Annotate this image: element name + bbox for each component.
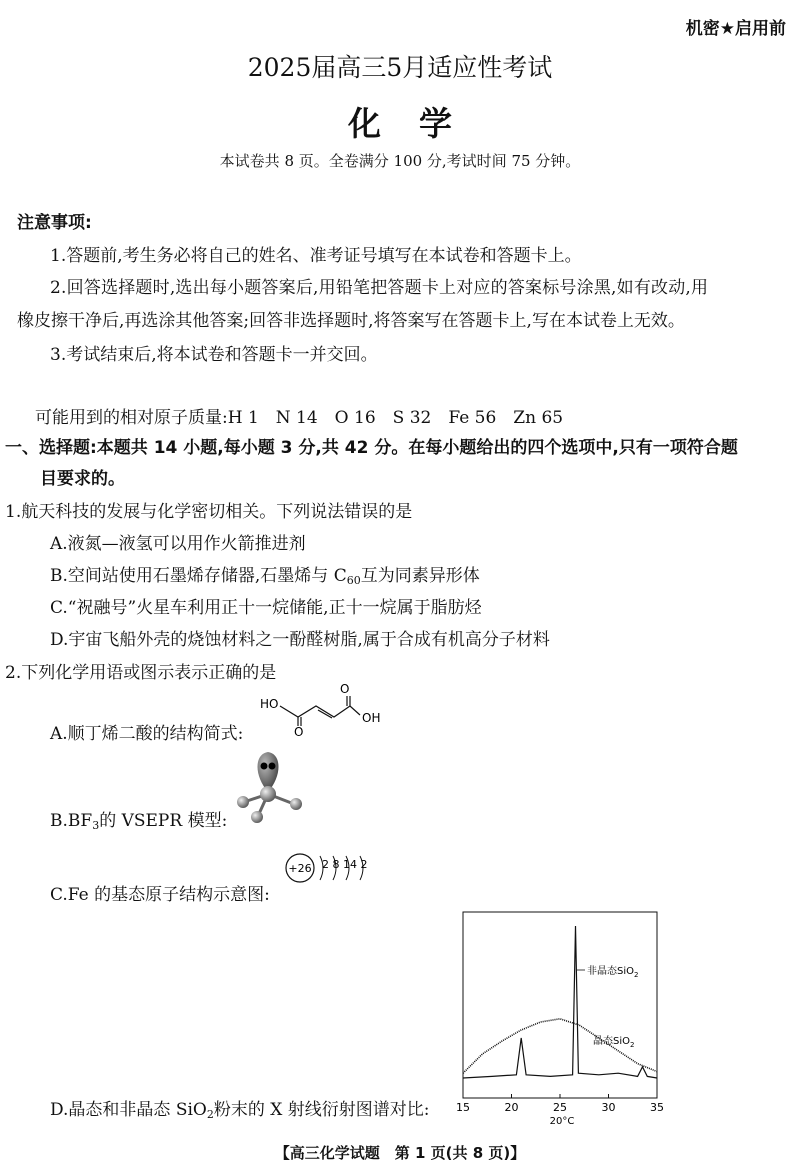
q2-option-a: A.顺丁烯二酸的结构简式:	[50, 724, 244, 744]
q2-option-b-text-end: 的 VSEPR 模型:	[99, 811, 228, 831]
confidential-mark: 机密★启用前	[685, 19, 786, 39]
exam-info: 本试卷共 8 页。全卷满分 100 分,考试时间 75 分钟。	[219, 152, 581, 170]
series-label-amorphous: 非晶态SiO$_2$	[587, 966, 639, 979]
x-axis-label: 20°C	[549, 1116, 575, 1127]
q1-option-d: D.宇宙飞船外壳的烧蚀材料之一酚醛树脂,属于合成有机高分子材料	[50, 630, 550, 650]
x-tick-label: 20	[504, 1101, 519, 1114]
chart-frame	[463, 912, 657, 1098]
mol-o-label-2: O	[340, 682, 350, 696]
section-1-heading-cont: 目要求的。	[40, 469, 125, 489]
fe-nucleus-charge: +26	[288, 862, 312, 875]
q2-option-d	[50, 1095, 430, 1121]
q1-stem: 1.航天科技的发展与化学密切相关。下列说法错误的是	[5, 502, 413, 522]
notice-item-2b: 橡皮擦干净后,再选涂其他答案;回答非选择题时,将答案写在答题卡上,写在本试卷上无效。	[17, 311, 685, 331]
mol-oh-label: OH	[362, 711, 381, 725]
q2-option-b	[50, 806, 227, 832]
q1-option-b-text-end: 互为同素异形体	[360, 566, 480, 586]
exam-title: 2025届高三5月适应性考试	[247, 53, 553, 82]
mol-ho-label: HO	[260, 697, 279, 711]
atomic-masses: 可能用到的相对原子质量:H 1 N 14 O 16 S 32 Fe 56 Zn 65	[35, 408, 564, 428]
xrd-chart	[455, 908, 670, 1133]
q1-option-b-subscript: 60	[346, 574, 361, 587]
q2-option-c: C.Fe 的基态原子结构示意图:	[50, 885, 270, 905]
maleic-acid-structure	[258, 682, 388, 738]
q2-option-b-subscript: 3	[92, 819, 100, 832]
notice-heading: 注意事项:	[17, 213, 92, 233]
series-label-crystalline: 晶态SiO$_2$	[593, 1036, 635, 1049]
q1-option-b-text: B.空间站使用石墨烯存储器,石墨烯与 C	[50, 566, 347, 586]
bf3-vsepr-model	[232, 746, 312, 826]
x-tick-label: 30	[601, 1101, 616, 1114]
q1-option-c: C.“祝融号”火星车利用正十一烷储能,正十一烷属于脂肪烃	[50, 598, 482, 618]
q2-stem: 2.下列化学用语或图示表示正确的是	[5, 663, 277, 683]
q1-option-a: A.液氮—液氢可以用作火箭推进剂	[50, 534, 306, 554]
notice-item-3: 3.考试结束后,将本试卷和答题卡一并交回。	[50, 345, 378, 365]
q2-option-d-text: D.晶态和非晶态 SiO	[50, 1100, 207, 1120]
page-footer: 【高三化学试题 第 1 页(共 8 页)】	[274, 1144, 526, 1162]
notice-item-1: 1.答题前,考生务必将自己的姓名、准考证号填写在本试卷和答题卡上。	[50, 246, 582, 266]
q2-option-d-text-end: 粉末的 X 射线衍射图谱对比:	[213, 1100, 430, 1120]
x-tick-label: 35	[650, 1101, 664, 1114]
mol-o-label-1: O	[294, 725, 304, 738]
section-1-heading: 一、选择题:本题共 14 小题,每小题 3 分,共 42 分。在每小题给出的四个选项中,只有一项符合题	[5, 438, 738, 458]
q2-option-b-text: B.BF	[50, 811, 93, 831]
fe-atom-structure	[284, 850, 374, 886]
series-line-amorphous	[463, 926, 657, 1078]
fe-shell-electrons: 2 8 14 2	[322, 858, 368, 871]
x-tick-label: 25	[553, 1101, 567, 1114]
q2-option-d-subscript: 2	[206, 1108, 214, 1121]
x-tick-label: 15	[456, 1101, 470, 1114]
q1-option-b	[50, 561, 480, 587]
notice-item-2a: 2.回答选择题时,选出每小题答案后,用铅笔把答题卡上对应的答案标号涂黑,如有改动,用	[50, 278, 709, 298]
subject-title: 化学	[348, 104, 490, 143]
